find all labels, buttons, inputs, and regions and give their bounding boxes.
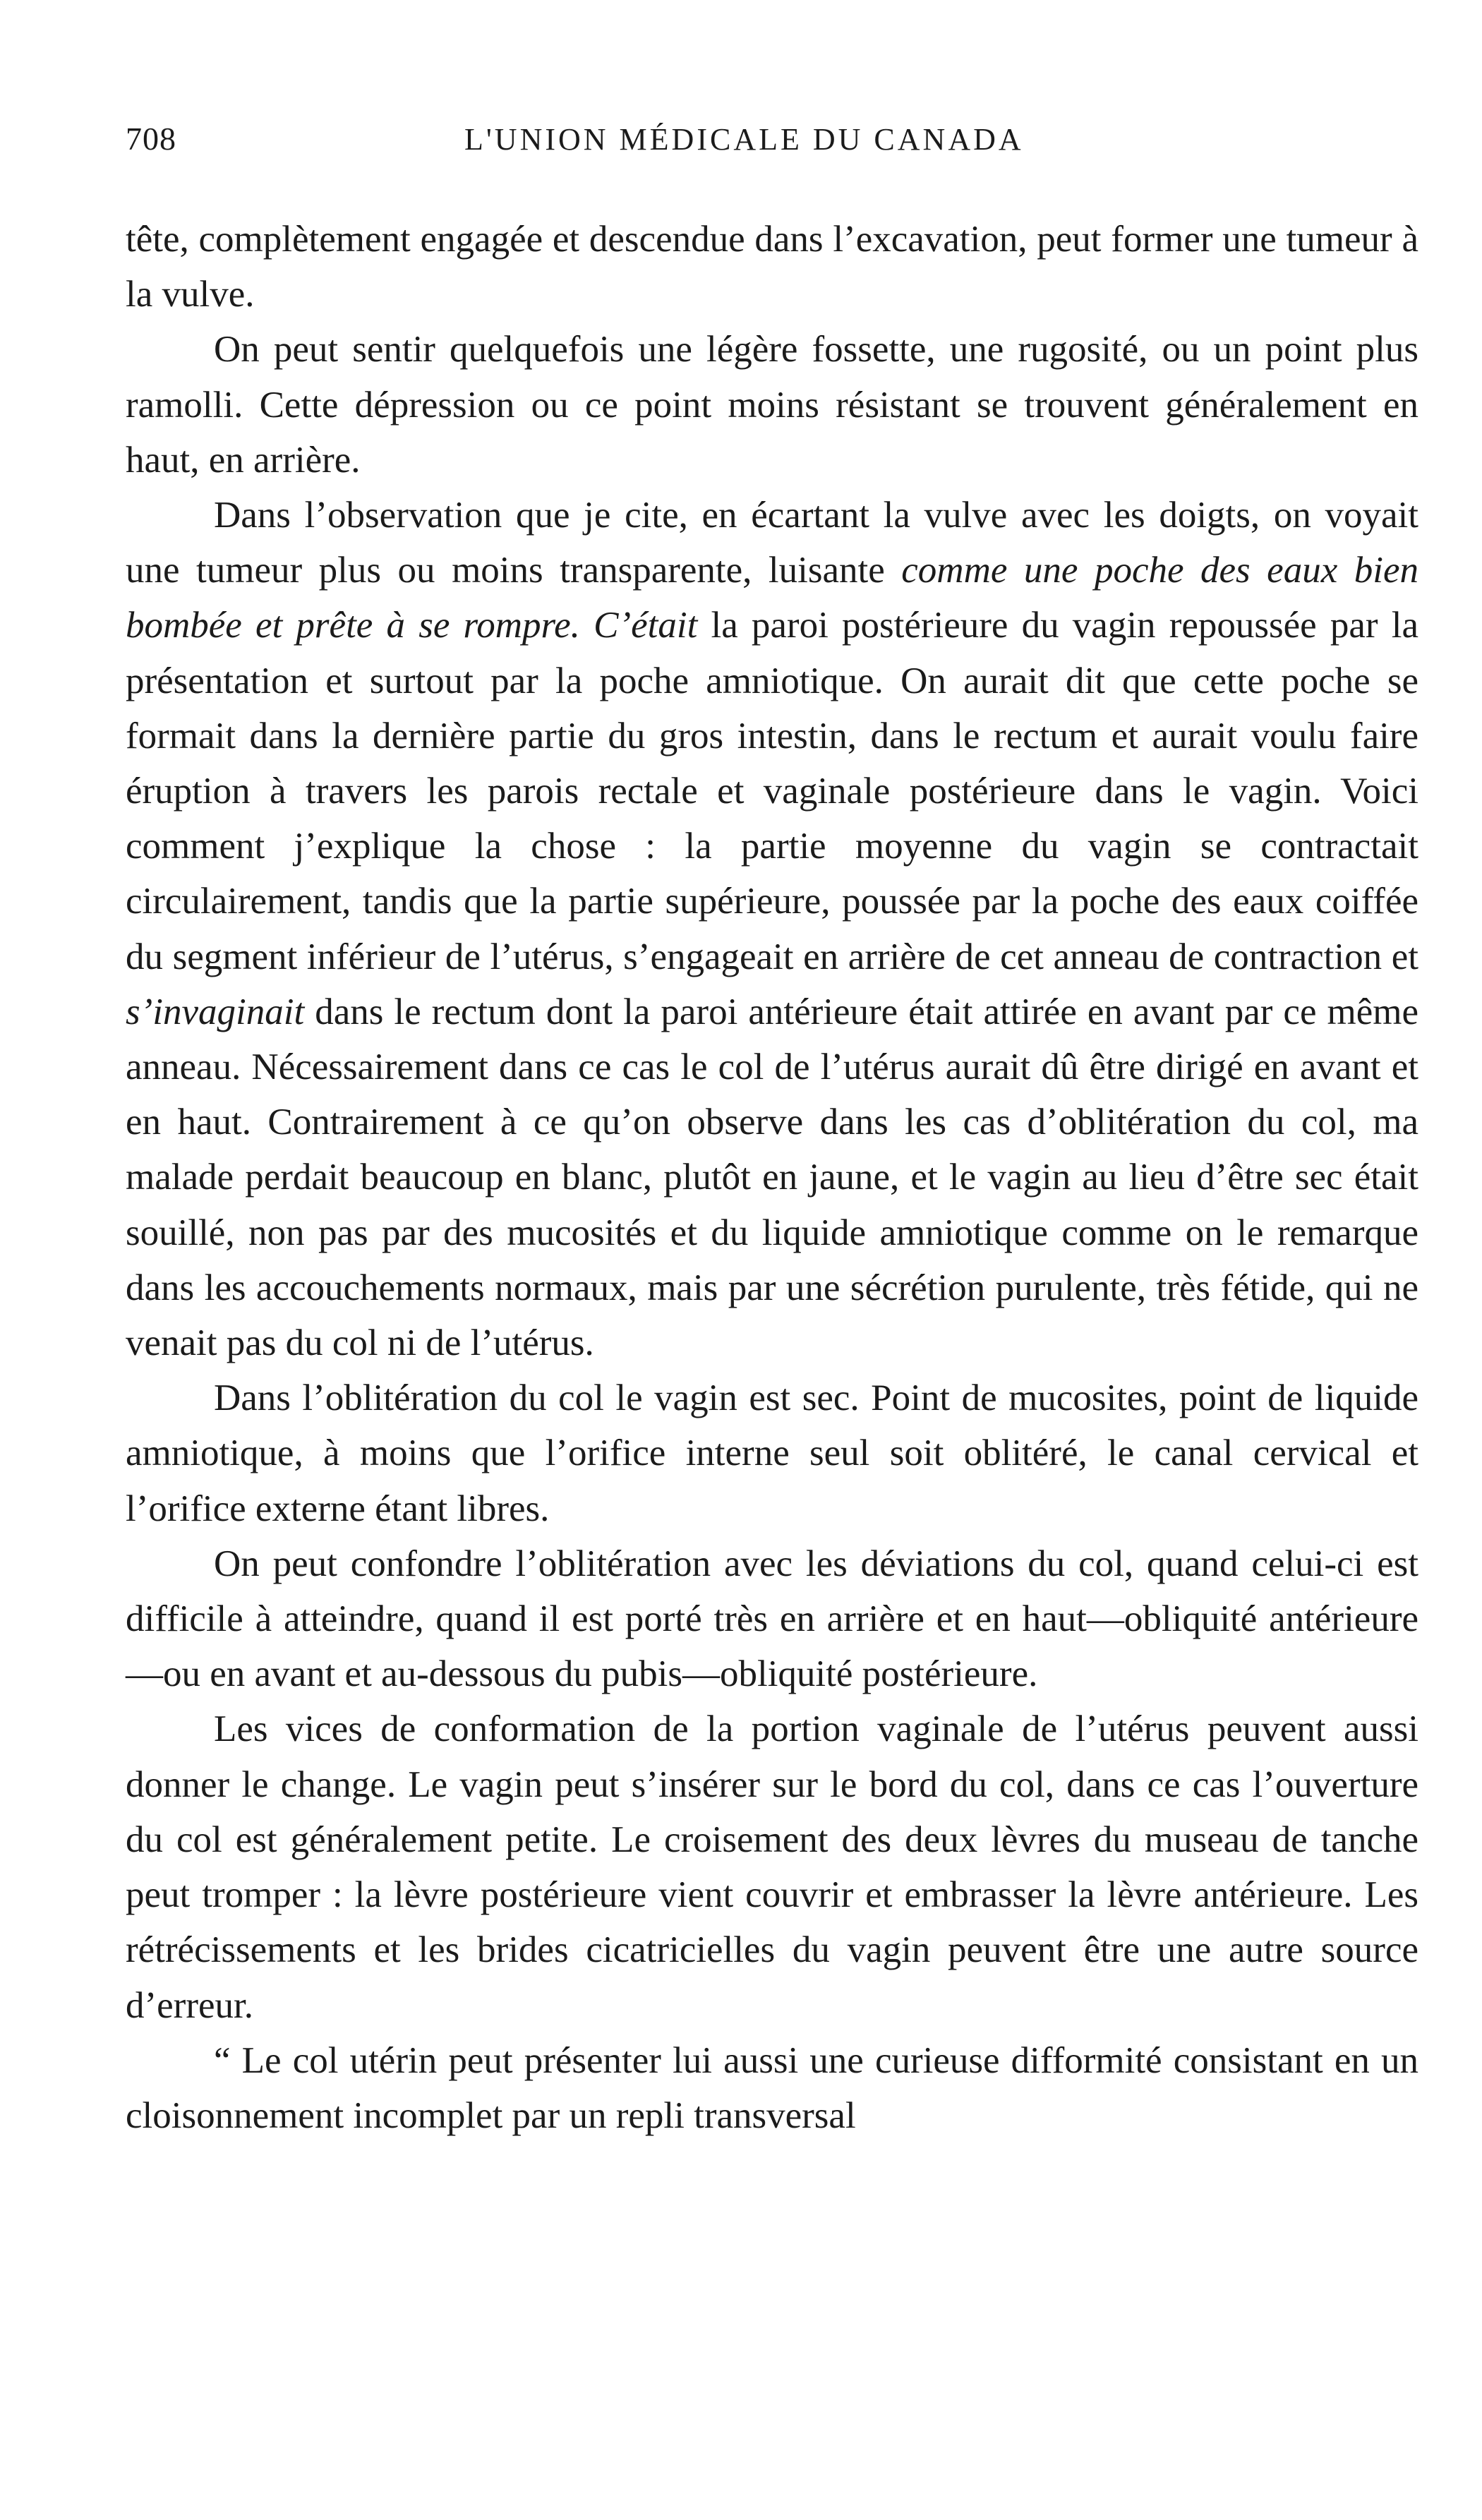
text-run [580,605,594,646]
paragraph [126,322,1418,488]
text-run: la paroi postérieure du vagin repoussée par la présentation et surtout par la poche amniotique. On aurait dit que cette poche se formait dans la dernière partie du gros intestin, dans le rectum et aurait voulu faire éruption à travers les parois rectale et vaginale postérieure dans le vagin. Voici comment j’explique la chose : la partie moyenne du vagin se contractait circulairement, tandis que la partie supérieure, poussée par la poche des eaux coiffée du segment inférieur de l’utérus, s’engageait en arrière de cet anneau de contraction et [126,605,1418,977]
page-number: 708 [126,121,176,157]
text-run: “ Le col utérin peut présenter lui aussi une curieuse difformité consistant en un cloisonnement incomplet par un repli transversal [126,2039,1418,2136]
text-run: On peut sentir quelquefois une légère fossette, une rugosité, ou un point plus ramolli. Cette dépression ou ce point moins résistant se trouvent généralement en haut, en arrière. [126,329,1418,481]
text-run: Dans l’oblitération du col le vagin est sec. Point de mucosites, point de liquide amniotique, à moins que l’orifice interne seul soit oblitéré, le canal cervical et l’orifice externe étant libres. [126,1377,1418,1529]
paragraph [126,2033,1418,2143]
text-run: Les vices de conformation de la portion vaginale de l’utérus peuvent aussi donner le change. Le vagin peut s’insérer sur le bord du col, dans ce cas l’ouverture du col est généralement petite. Le croisement des deux lèvres du museau de tanche peut tromper : la lèvre postérieure vient couvrir et embrasser la lèvre antérieure. Les rétrécissements et les brides cicatricielles du vagin peuvent être une autre source d’erreur. [126,1708,1418,2026]
italic-text: C’était [594,605,698,646]
journal-title: L'UNION MÉDICALE DU CANADA [464,122,1024,157]
text-run: Dans l’observation que je cite, en écartant la vulve avec les doigts, on voyait une tumeur plus ou moins transparente, luisante [126,495,1418,591]
text-run: tête, complètement engagée et descendue dans l’excavation, peut former une tumeur à la vulve. [126,219,1418,315]
paragraph [126,488,1418,1370]
paragraph [126,1536,1418,1702]
italic-text: s’invaginait [126,991,305,1032]
book-page [126,120,1418,2143]
body-text [126,212,1418,2143]
text-run: On peut confondre l’oblitération avec les déviations du col, quand celui-ci est difficile à atteindre, quand il est porté très en arrière et en haut—obliquité antérieure—ou en avant et au-dessous du pubis—obliquité postérieure. [126,1543,1418,1695]
italic-text: comme une poche des eaux bien bombée et prête à se rompre. [126,550,1418,646]
running-head [126,120,1418,183]
paragraph [126,1370,1418,1536]
paragraph [126,1701,1418,2032]
paragraph [126,212,1418,322]
text-run: dans le rectum dont la paroi antérieure était attirée en avant par ce même anneau. Nécessairement dans ce cas le col de l’utérus aurait dû être dirigé en avant et en haut. Contrairement à ce qu’on observe dans les cas d’oblitération du col, ma malade perdait beaucoup en blanc, plutôt en jaune, et le vagin au lieu d’être sec était souillé, non pas par des mucosités et du liquide amniotique comme on le remarque dans les accouchements normaux, mais par une sécrétion purulente, très fétide, qui ne venait pas du col ni de l’utérus. [126,991,1418,1364]
